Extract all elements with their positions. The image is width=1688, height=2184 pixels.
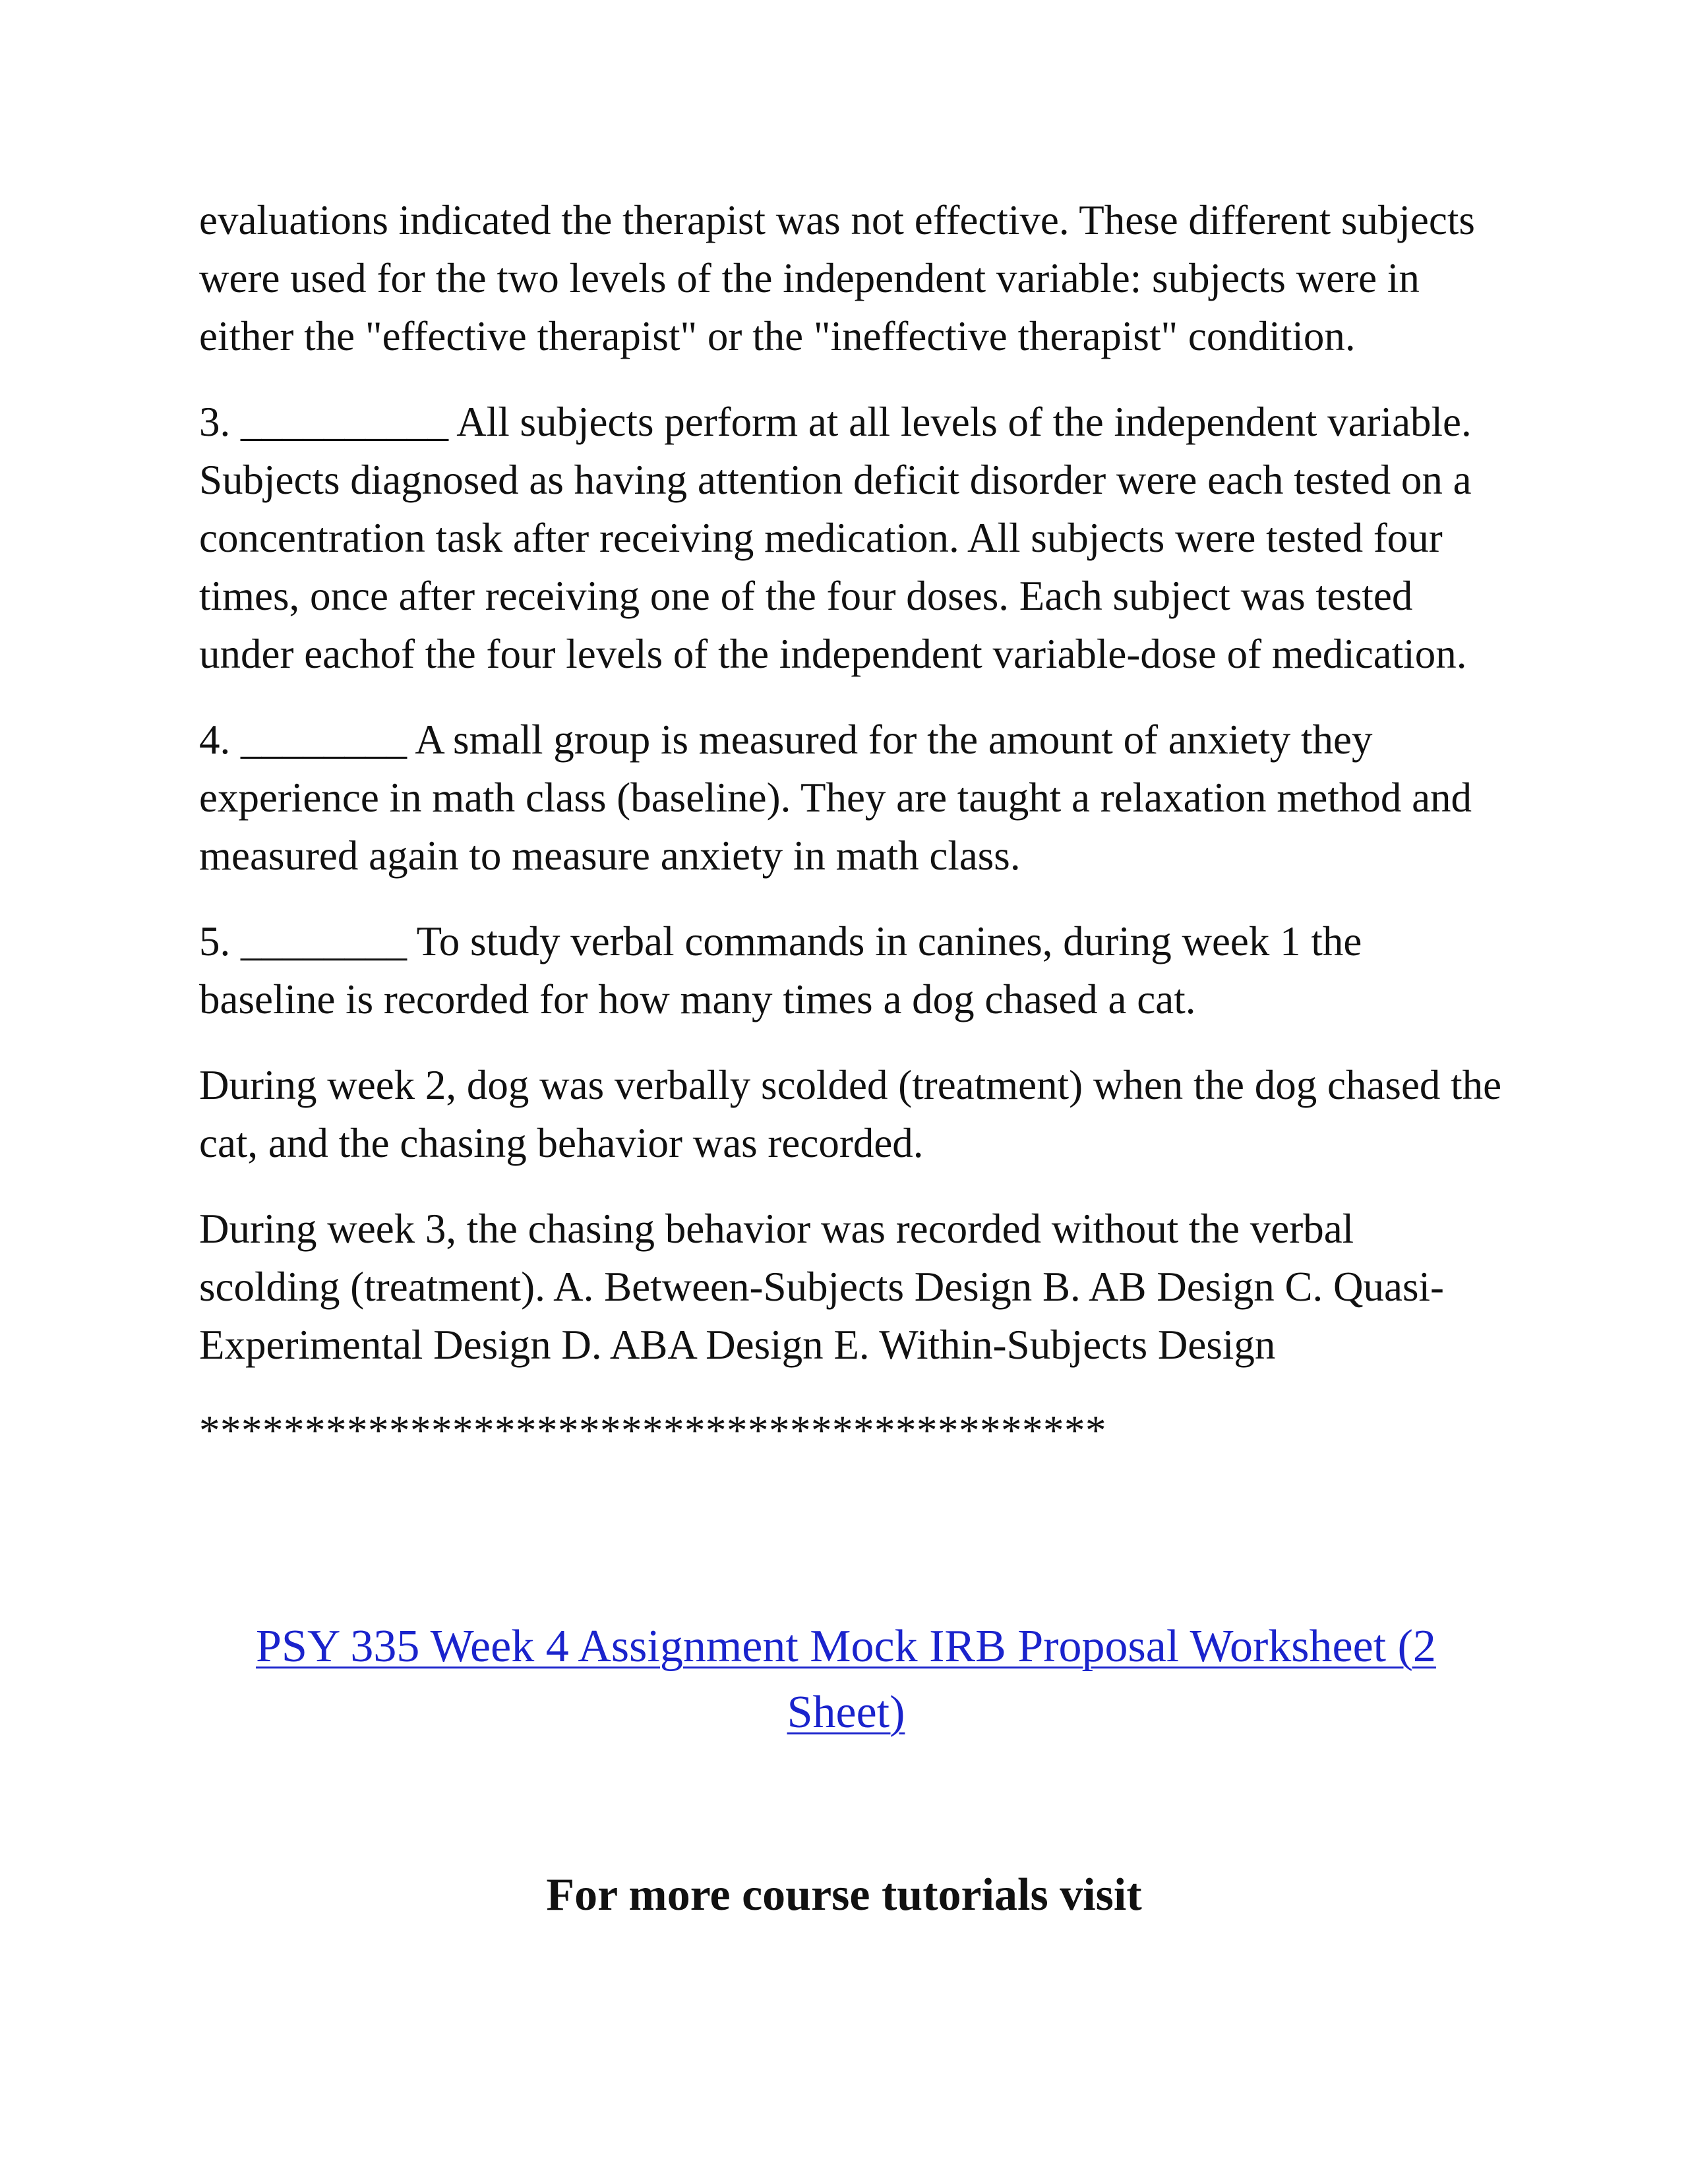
paragraph-continuation: evaluations indicated the therapist was not effective. These different subjects were used for the two levels of the independent variable: subjects were in either the "effective therapist" or the "ineffective therapist" condition. <box>199 197 1475 359</box>
course-link-block <box>199 1614 1493 1746</box>
separator-line: ******************************************* <box>199 1407 1106 1454</box>
question-3: 3. __________ All subjects perform at all levels of the independent variable. Subjects diagnosed as having attention deficit disorder were each tested on a concentration task after receiving medication. All subjects were tested four times, once after receiving one of the four doses. Each subject was tested under eachof the four levels of the independent variable-dose of medication. <box>199 399 1472 677</box>
question-5-week-3-options: During week 3, the chasing behavior was recorded without the verbal scolding (treatment). A. Between-Subjects Design B. AB Design C. Quasi-Experimental Design D. ABA Design E. Within-Subjects Design <box>199 1206 1444 1368</box>
course-link[interactable]: PSY 335 Week 4 Assignment Mock IRB Proposal Worksheet (2 Sheet) <box>256 1621 1436 1738</box>
question-4: 4. ________ A small group is measured for the amount of anxiety they experience in math class (baseline). They are taught a relaxation method and measured again to measure anxiety in math class. <box>199 717 1472 879</box>
question-5-week-2: During week 2, dog was verbally scolded (treatment) when the dog chased the cat, and the chasing behavior was recorded. <box>199 1062 1502 1166</box>
document-body <box>199 191 1505 1460</box>
question-5: 5. ________ To study verbal commands in canines, during week 1 the baseline is recorded for how many times a dog chased a cat. <box>199 918 1362 1022</box>
footer-heading: For more course tutorials visit <box>546 1870 1142 1920</box>
